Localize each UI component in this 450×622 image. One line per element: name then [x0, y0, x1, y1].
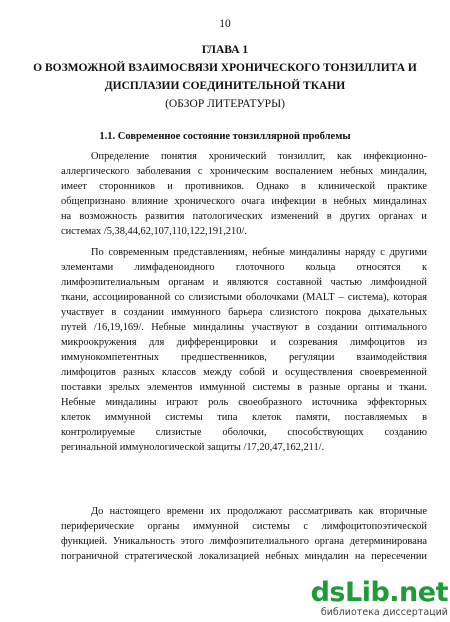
text-line: Небные миндалины играют роль своеобразного источника эффекторных [61, 397, 427, 408]
text-line: По современным представлениям, небные миндалины наряду с другими [91, 247, 427, 258]
text-line: периферические органы иммунной системы с лимфоцитопоэтической [61, 521, 427, 532]
text-line: элементами лимфаденоидного глоточного кольца относятся к [61, 262, 427, 273]
text-line: системах /5,38,44,62,107,110,122,191,210/. [61, 226, 247, 237]
text-line: путей /16,19,169/. Небные миндалины участвуют в создании оптимального [61, 322, 427, 333]
text-line: общепризнано влияние хронического очага инфекции в небных миндалинах [61, 196, 427, 207]
text-line: микроокружения для дифференцировки и созревания лимфоцитов из [61, 337, 427, 348]
text-line: пограничной стратегической локализацией небных миндалин на пересечении [61, 551, 427, 562]
text-line: лимфоэпителиальным органам и являются составной частью лимфоидной [61, 277, 427, 288]
watermark [310, 577, 448, 618]
text-line: Определение понятия хронический тонзиллит, как инфекционно- [91, 151, 427, 162]
watermark-caption: библиотека диссертаций [320, 607, 448, 618]
text-line: участвует в создании иммунного барьера слизистого покрова дыхательных [61, 307, 427, 318]
text-line: контролируемые слизистые оболочки, способствующих созданию [61, 427, 427, 438]
chapter-title-line-2: ДИСПЛАЗИИ СОЕДИНИТЕЛЬНОЙ ТКАНИ [104, 80, 346, 92]
text-line: функцией. Уникальность этого лимфоэпителиального органа детерминирована [61, 536, 427, 547]
text-line: ткани, ассоциированной со слизистыми оболочками (MALT – система), которая [61, 292, 427, 303]
watermark-logo: dsLib.net [310, 577, 448, 608]
section-heading: 1.1. Современное состояние тонзиллярной проблемы [99, 131, 351, 142]
text-line: лимфоцитов разных классов между собой и осуществления своевременной [61, 367, 427, 378]
text-line: аллергического заболевания с хроническим воспалением небных миндалин, [61, 166, 427, 177]
chapter-label: ГЛАВА 1 [201, 44, 249, 56]
chapter-subtitle: (ОБЗОР ЛИТЕРАТУРЫ) [165, 98, 285, 110]
page-number: 10 [219, 18, 231, 30]
text-line: клеток иммунной системы типа клеток памяти, поставляемых в [61, 412, 427, 423]
text-line: на возможность развития патологических изменений в других органах и [61, 211, 427, 222]
text-line: До настоящего времени их продолжают рассматривать как вторичные [91, 506, 427, 517]
text-line: регинальной иммунологической защиты /17,20,47,162,211/. [61, 442, 325, 453]
text-line: имеет сторонников и противников. Однако в клинической практике [61, 181, 427, 192]
text-line: иммунокомпетентных предшественников, регуляции взаимодействия [61, 352, 427, 363]
chapter-title-line-1: О ВОЗМОЖНОЙ ВЗАИМОСВЯЗИ ХРОНИЧЕСКОГО ТОНЗИЛЛИТА И [33, 62, 417, 74]
text-line: поставки зрелых элементов иммунной системы в разные органы и ткани. [61, 382, 427, 393]
